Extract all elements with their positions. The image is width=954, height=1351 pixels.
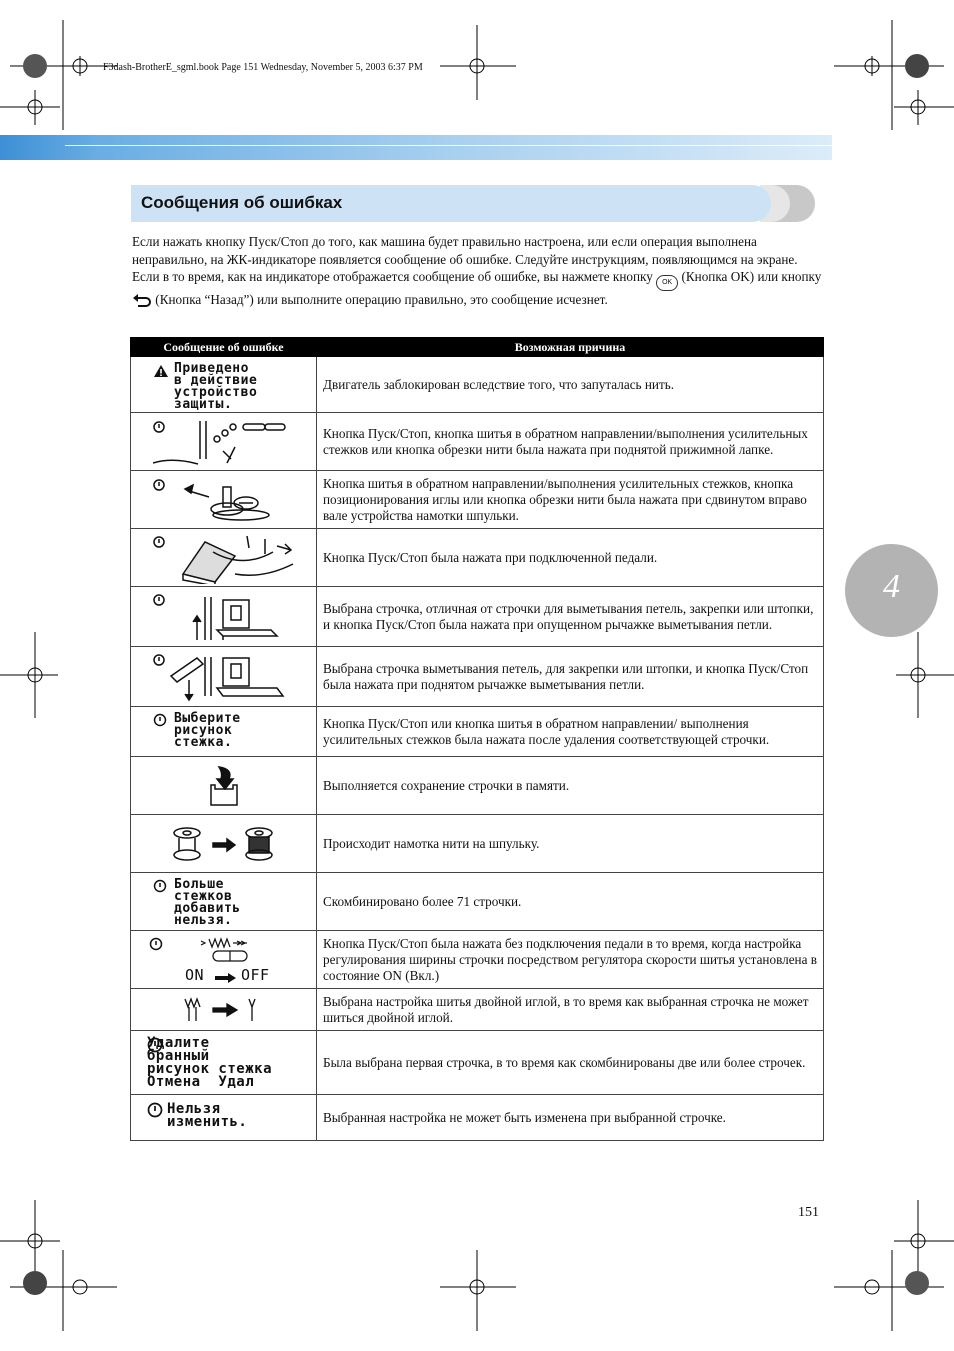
back-arrow-icon: [132, 293, 152, 312]
message-cell: [131, 1031, 317, 1095]
foot-controller-icon: [153, 534, 313, 584]
table-row: [131, 413, 824, 471]
buttonhole-lever-up-icon: [153, 652, 313, 704]
intro-text-1: Если нажать кнопку Пуск/Стоп до того, как машина будет правильно настроена, или если операция выполнена неправильно, на ЖК-индикаторе появляется сообщение об ошибке. Следуйте инструкциям, появляющимся на экране. Если в то время, как на индикаторе отображается сообщение об ошибке, вы нажмете кнопку: [132, 234, 798, 284]
table-row: [131, 529, 824, 587]
column-header-message: Сообщение об ошибке: [131, 338, 317, 357]
lcd-message: Больше стежков добавить нельзя.: [174, 877, 241, 928]
speed-width-slider-icon: [199, 935, 279, 965]
lcd-message: Выберите рисунок стежка.: [174, 711, 241, 750]
table-row: [131, 815, 824, 873]
message-cell: [131, 989, 317, 1031]
right-arrow-icon: [214, 972, 238, 984]
message-cell: [131, 815, 317, 873]
table-row: [131, 873, 824, 931]
lcd-message: Нельзя изменить.: [167, 1101, 248, 1130]
print-header-line: F3dash-BrotherE_sgml.book Page 151 Wednesday, November 5, 2003 6:37 PM: [103, 62, 423, 73]
column-header-cause: Возможная причина: [317, 338, 824, 357]
message-cell: [131, 873, 317, 931]
table-row: [131, 1031, 824, 1095]
error-messages-table: [130, 337, 824, 1141]
message-cell: [131, 757, 317, 815]
table-row: [131, 931, 824, 989]
cause-cell: Выбрана строчка выметывания петель, для закрепки или штопки, и кнопка Пуск/Стоп была нажата при поднятом рычажке выметывания петли.: [317, 647, 824, 707]
info-circle-icon: [149, 937, 163, 951]
chapter-number: 4: [883, 568, 900, 605]
lcd-message: Удалите бранный рисунок стежка Отмена Удал: [147, 1035, 273, 1090]
cause-cell: Кнопка Пуск/Стоп или кнопка шитья в обратном направлении/ выполнения усилительных стежков была нажата после удаления соответствующей строчки.: [317, 707, 824, 757]
cause-cell: Кнопка Пуск/Стоп, кнопка шитья в обратном направлении/выполнения усилительных стежков или кнопка обрезки нити была нажата при поднятой прижимной лапке.: [317, 413, 824, 471]
bobbin-winding-icon: [171, 825, 281, 865]
message-cell: [131, 931, 317, 989]
cause-cell: Была выбрана первая строчка, в то время как скомбинированы две или более строчек.: [317, 1031, 824, 1095]
presser-foot-up-icon: [153, 419, 313, 469]
info-circle-icon: [153, 713, 167, 727]
buttonhole-lever-down-icon: [153, 592, 313, 644]
table-header-row: [131, 338, 824, 357]
message-cell: [131, 529, 317, 587]
message-cell: [131, 587, 317, 647]
table-row: [131, 757, 824, 815]
page-number: 151: [798, 1205, 819, 1220]
cause-cell: Выбрана строчка, отличная от строчки для выметывания петель, закрепки или штопки, и кнопка Пуск/Стоп была нажата при опущенном рычажке выметывания петли.: [317, 587, 824, 647]
intro-text-3: (Кнопка “Назад”) или выполните операцию правильно, это сообщение исчезнет.: [155, 292, 608, 307]
cause-cell: Кнопка Пуск/Стоп была нажата без подключения педали в то время, когда настройка регулирования ширины строчки посредством регулятора скорости шитья установлена в состояние ON (Вкл.): [317, 931, 824, 989]
message-cell: [131, 471, 317, 529]
table-row: [131, 707, 824, 757]
table-row: [131, 357, 824, 413]
table-row: [131, 587, 824, 647]
intro-paragraph: [132, 233, 822, 312]
ok-button-icon: OK: [656, 275, 678, 291]
message-cell: [131, 413, 317, 471]
memory-save-icon: [207, 765, 243, 809]
bobbin-winder-shaft-icon: [153, 477, 313, 525]
info-circle-icon: [153, 879, 167, 893]
message-cell: [131, 707, 317, 757]
cause-cell: Кнопка шитья в обратном направлении/выполнения усилительных стежков, кнопка позиционирования иглы или кнопка обрезки нити была нажата при сдвинутом вправо вале устройства намотки шпульки.: [317, 471, 824, 529]
cause-cell: Выполняется сохранение строчки в памяти.: [317, 757, 824, 815]
message-cell: [131, 647, 317, 707]
cause-cell: Происходит намотка нити на шпульку.: [317, 815, 824, 873]
message-cell: [131, 357, 317, 413]
cause-cell: Скомбинировано более 71 строчки.: [317, 873, 824, 931]
top-color-band: [0, 135, 832, 160]
info-circle-icon: [147, 1102, 163, 1118]
cause-cell: Двигатель заблокирован вследствие того, что запуталась нить.: [317, 357, 824, 413]
message-cell: [131, 1095, 317, 1141]
table-row: [131, 989, 824, 1031]
cause-cell: Кнопка Пуск/Стоп была нажата при подключенной педали.: [317, 529, 824, 587]
lcd-message: Приведено в действие устройство защиты.: [174, 361, 258, 412]
table-row: [131, 471, 824, 529]
table-row: [131, 647, 824, 707]
table-row: [131, 1095, 824, 1141]
off-label: OFF: [241, 966, 270, 984]
cause-cell: Выбрана настройка шитья двойной иглой, в то время как выбранная строчка не может шиться двойной иглой.: [317, 989, 824, 1031]
cause-cell: Выбранная настройка не может быть изменена при выбранной строчке.: [317, 1095, 824, 1141]
warning-triangle-icon: [153, 364, 169, 378]
twin-needle-icon: [183, 997, 273, 1023]
on-label: ON: [185, 966, 205, 984]
intro-text-2: (Кнопка OK) или кнопку: [681, 269, 822, 284]
section-title: Сообщения об ошибках: [141, 193, 343, 212]
